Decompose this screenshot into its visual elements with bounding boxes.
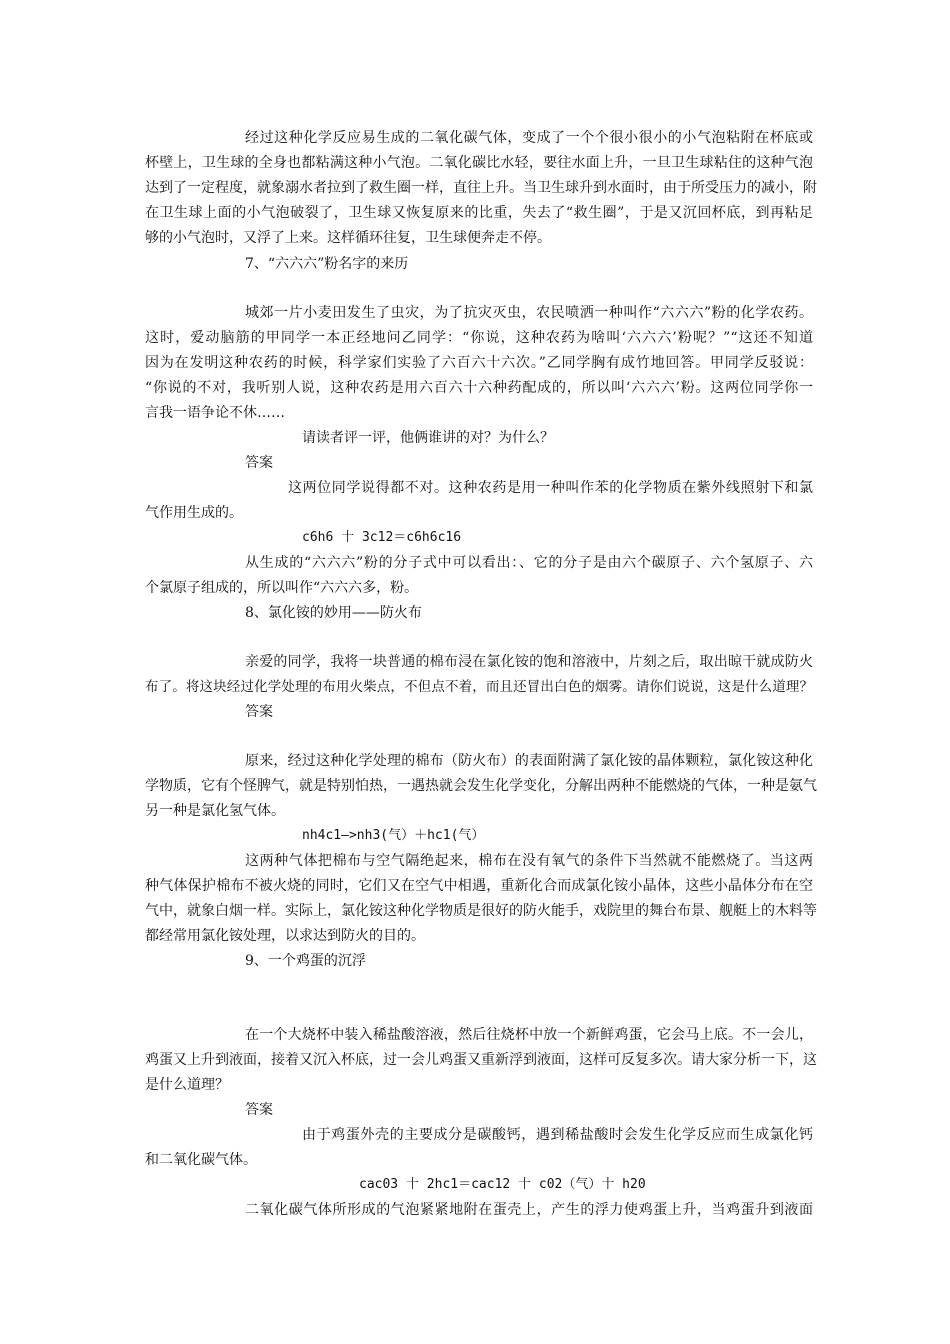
answer-line: 气中，就象白烟一样。实际上，氯化铵这种化学物质是很好的防火能手，戏院里的舞台布景、舰艇上的木料等 (145, 903, 817, 919)
answer-line: 原来，经过这种化学处理的棉布（防火布）的表面附满了氯化铵的晶体颗粒，氯化铵这种化 (245, 753, 813, 769)
question-text: 请读者评一评，他俩谁讲的对？为什么？ (302, 430, 554, 446)
paragraph-line: 在一个大烧杯中装入稀盐酸溶液，然后往烧杯中放一个新鲜鸡蛋，它会马上底。不一会儿， (245, 1027, 813, 1043)
paragraph-line: 在卫生球上面的小气泡破裂了，卫生球又恢复原来的比重，失去了“救生圈”，于是又沉回杯底，到再粘足 (145, 205, 813, 221)
paragraph-line: 是什么道理？ (145, 1077, 229, 1093)
answer-line: 由于鸡蛋外壳的主要成分是碳酸钙，遇到稀盐酸时会发生化学反应而生成氯化钙 (302, 1127, 813, 1143)
paragraph-line: 因为在发明这种农药的时候，科学家们实验了六百六十六次。”乙同学胸有成竹地回答。甲同学反驳说： (145, 355, 813, 371)
answer-label: 答案 (245, 1102, 273, 1118)
paragraph-line: 城郊一片小麦田发生了虫灾，为了抗灾灭虫，农民喷洒一种叫作“六六六”粉的化学农药。 (245, 305, 813, 321)
section-heading-7: 7、“六六六”粉名字的来历 (245, 256, 409, 272)
answer-line: 另一种是氯化氢气体。 (145, 803, 285, 819)
paragraph-line: 亲爱的同学，我将一块普通的棉布浸在氯化铵的饱和溶液中，片刻之后，取出晾干就成防火 (245, 654, 813, 670)
answer-line: 个氯原子组成的，所以叫作“六六六多，粉。 (145, 580, 419, 596)
answer-label: 答案 (245, 455, 273, 471)
answer-line: 学物质，它有个怪脾气，就是特别怕热，一遇热就会发生化学变化，分解出两种不能燃烧的气体，一种是氨气 (145, 778, 817, 794)
answer-line: 这两位同学说得都不对。这种农药是用一种叫作苯的化学物质在紫外线照射下和氯 (288, 480, 813, 496)
section-heading-9: 9、一个鸡蛋的沉浮 (245, 953, 366, 969)
paragraph-line: 够的小气泡时，又浮了上来。这样循环往复，卫生球便奔走不停。 (145, 230, 551, 246)
paragraph-line: 达到了一定程度，就象溺水者拉到了救生圈一样，直往上升。当卫生球升到水面时，由于所受压力的减小，附 (145, 180, 817, 196)
chemical-formula: nh4c1—>nh3(气）＋hc1(气） (302, 828, 485, 843)
answer-line: 二氧化碳气体所形成的气泡紧紧地附在蛋壳上，产生的浮力使鸡蛋上升，当鸡蛋升到液面 (245, 1202, 813, 1218)
paragraph-line: “你说的不对，我听别人说，这种农药是用六百六十六种药配成的，所以叫‘六六六’粉。这两位同学你一 (145, 380, 813, 396)
paragraph-line: 布了。将这块经过化学处理的布用火柴点，不但点不着，而且还冒出白色的烟雾。请你们说说，这是什么道理？ (145, 679, 813, 695)
answer-line: 这两种气体把棉布与空气隔绝起来，棉布在没有氧气的条件下当然就不能燃烧了。当这两 (245, 853, 813, 869)
answer-line: 种气体保护棉布不被火烧的同时，它们又在空气中相遇，重新化合而成氯化铵小晶体，这些小晶体分布在空 (145, 878, 813, 894)
answer-label: 答案 (245, 704, 273, 720)
answer-line: 气作用生成的。 (145, 505, 243, 521)
answer-line: 从生成的“六六六”粉的分子式中可以看出：、它的分子是由六个碳原子、六个氢原子、六 (245, 555, 813, 571)
paragraph-line: 杯壁上，卫生球的全身也都粘满这种小气泡。二氧化碳比水轻，要往水面上升，一旦卫生球粘住的这种气泡 (145, 155, 813, 171)
section-heading-8: 8、氯化铵的妙用——防火布 (245, 605, 422, 621)
answer-line: 都经常用氯化铵处理，以求达到防火的目的。 (145, 928, 425, 944)
chemical-formula: cac03 十 2hc1＝cac12 十 c02（气）十 h20 (359, 1177, 646, 1192)
answer-line: 和二氧化碳气体。 (145, 1152, 257, 1168)
paragraph-line: 经过这种化学反应易生成的二氧化碳气体，变成了一个个很小很小的小气泡粘附在杯底或 (245, 130, 813, 146)
paragraph-line: 鸡蛋又上升到液面，接着又沉入杯底，过一会儿鸡蛋又重新浮到液面，这样可反复多次。请大家分析一下，这 (145, 1052, 817, 1068)
chemical-formula: c6h6 十 3c12＝c6h6c16 (302, 530, 462, 545)
paragraph-line: 言我一语争论不休…… (145, 405, 285, 421)
paragraph-line: 这时，爱动脑筋的甲同学一本正经地问乙同学：“你说，这种农药为啥叫‘六六六’粉呢？”“这还不知道 (145, 330, 813, 346)
